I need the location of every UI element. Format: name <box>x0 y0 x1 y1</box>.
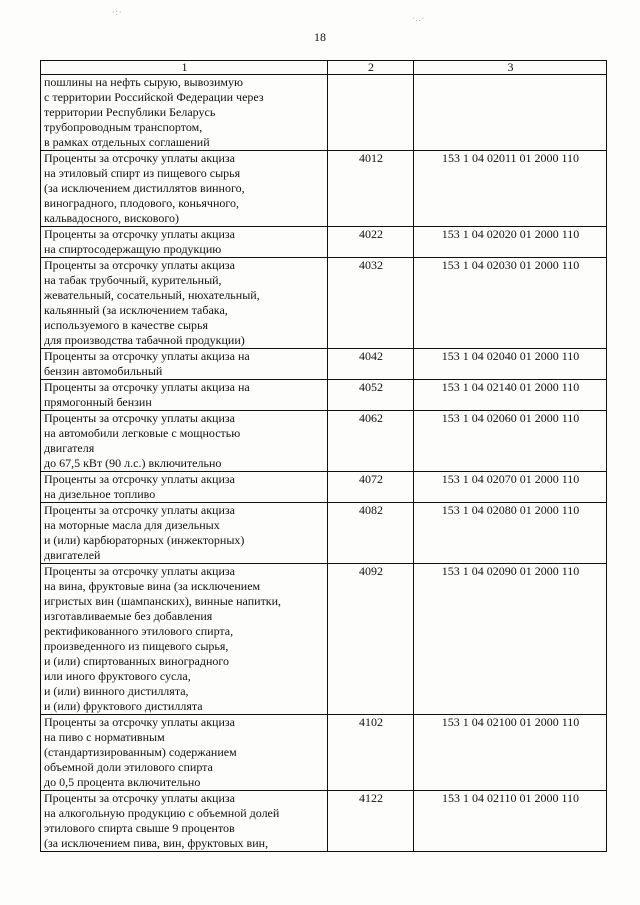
table-row <box>41 564 607 715</box>
table-row <box>41 349 607 380</box>
table-row <box>41 151 607 227</box>
row-kbk-cell: 153 1 04 02020 01 2000 110 <box>414 227 607 258</box>
header-col-1: 1 <box>41 61 328 75</box>
table-row <box>41 472 607 503</box>
row-kbk-cell: 153 1 04 02140 01 2000 110 <box>414 380 607 411</box>
header-col-2: 2 <box>328 61 414 75</box>
table-header-row <box>41 61 607 75</box>
table-row <box>41 791 607 852</box>
row-name-cell: Проценты за отсрочку уплаты акциза на алкогольную продукцию с объемной долей этилового спирта свыше 9 процентов (за исключением пива, вин, фруктовых вин, <box>41 791 328 852</box>
row-name-cell: Проценты за отсрочку уплаты акциза на автомобили легковые с мощностью двигателя до 67,5 кВт (90 л.с.) включительно <box>41 411 328 472</box>
table-row <box>41 503 607 564</box>
row-name-cell: Проценты за отсрочку уплаты акциза на табак трубочный, курительный, жевательный, сосательный, нюхательный, кальянный (за исключением табака, используемого в качестве сырья для производства табачной продукции) <box>41 258 328 349</box>
budget-classification-table <box>40 60 607 852</box>
row-code-cell <box>328 75 414 151</box>
row-kbk-cell: 153 1 04 02060 01 2000 110 <box>414 411 607 472</box>
row-name-cell: Проценты за отсрочку уплаты акциза на спиртосодержащую продукцию <box>41 227 328 258</box>
row-kbk-cell: 153 1 04 02110 01 2000 110 <box>414 791 607 852</box>
row-kbk-cell: 153 1 04 02080 01 2000 110 <box>414 503 607 564</box>
row-name-cell: Проценты за отсрочку уплаты акциза на вина, фруктовые вина (за исключением игристых вин (шампанских), винные напитки, изготавливаемые без добавления ректификованного этилового спирта, произведенного из пищевого сырья, и (или) спиртованных виноградного или иного фруктового сусла, и (или) винного дистиллята, и (или) фруктового дистиллята <box>41 564 328 715</box>
row-kbk-cell: 153 1 04 02090 01 2000 110 <box>414 564 607 715</box>
scan-artifact: ·:· <box>112 8 123 17</box>
row-name-cell: Проценты за отсрочку уплаты акциза на пиво с нормативным (стандартизированным) содержанием объемной доли этилового спирта до 0,5 процента включительно <box>41 715 328 791</box>
table-row <box>41 227 607 258</box>
row-code-cell: 4042 <box>328 349 414 380</box>
table-body <box>41 75 607 852</box>
table-row <box>41 715 607 791</box>
row-code-cell: 4102 <box>328 715 414 791</box>
page-number: 18 <box>314 30 326 44</box>
row-code-cell: 4012 <box>328 151 414 227</box>
row-kbk-cell: 153 1 04 02070 01 2000 110 <box>414 472 607 503</box>
row-kbk-cell: 153 1 04 02030 01 2000 110 <box>414 258 607 349</box>
row-name-cell: Проценты за отсрочку уплаты акциза на бензин автомобильный <box>41 349 328 380</box>
row-name-cell: Проценты за отсрочку уплаты акциза на прямогонный бензин <box>41 380 328 411</box>
row-kbk-cell: 153 1 04 02040 01 2000 110 <box>414 349 607 380</box>
row-name-cell: Проценты за отсрочку уплаты акциза на этиловый спирт из пищевого сырья (за исключением дистиллятов винного, виноградного, плодового, коньячного, кальвадосного, вискового) <box>41 151 328 227</box>
row-code-cell: 4122 <box>328 791 414 852</box>
scan-artifact: ·..· <box>412 14 426 23</box>
table-row <box>41 258 607 349</box>
row-kbk-cell: 153 1 04 02100 01 2000 110 <box>414 715 607 791</box>
row-kbk-cell <box>414 75 607 151</box>
row-name-cell: пошлины на нефть сырую, вывозимую с территории Российской Федерации через территории Республики Беларусь трубопроводным транспортом, в рамках отдельных соглашений <box>41 75 328 151</box>
table-row <box>41 75 607 151</box>
table-row <box>41 411 607 472</box>
row-code-cell: 4092 <box>328 564 414 715</box>
row-code-cell: 4062 <box>328 411 414 472</box>
row-code-cell: 4052 <box>328 380 414 411</box>
header-col-3: 3 <box>414 61 607 75</box>
row-name-cell: Проценты за отсрочку уплаты акциза на моторные масла для дизельных и (или) карбюраторных (инжекторных) двигателей <box>41 503 328 564</box>
table-row <box>41 380 607 411</box>
row-code-cell: 4032 <box>328 258 414 349</box>
row-kbk-cell: 153 1 04 02011 01 2000 110 <box>414 151 607 227</box>
row-code-cell: 4022 <box>328 227 414 258</box>
row-code-cell: 4072 <box>328 472 414 503</box>
row-code-cell: 4082 <box>328 503 414 564</box>
row-name-cell: Проценты за отсрочку уплаты акциза на дизельное топливо <box>41 472 328 503</box>
